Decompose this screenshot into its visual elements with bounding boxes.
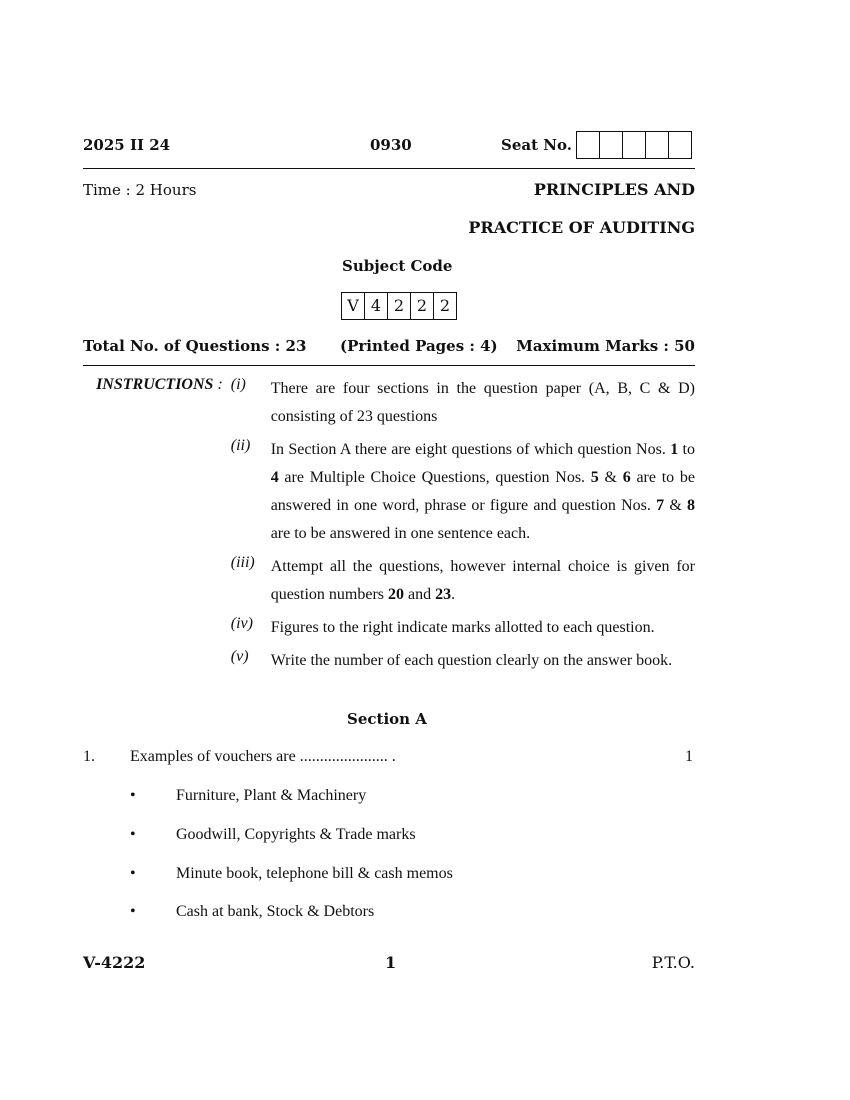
- time-allowed: Time : 2 Hours: [83, 181, 197, 199]
- bullet-icon: •: [130, 865, 136, 882]
- subject-code-label: Subject Code: [342, 257, 453, 275]
- question-marks: 1: [685, 748, 693, 765]
- instructions-label: [83, 553, 231, 609]
- title-line-2: PRACTICE OF AUDITING: [468, 218, 695, 237]
- code-box: 2: [411, 293, 434, 319]
- bullet-icon: •: [130, 787, 136, 804]
- maximum-marks: Maximum Marks : 50: [516, 337, 695, 355]
- question-text: Examples of vouchers are ...................... .: [130, 748, 396, 765]
- subject-code-boxes: [341, 292, 457, 320]
- instruction-number: (v): [230, 648, 249, 665]
- instruction-text: Attempt all the questions, however internal choice is given for question numbers 20 and 23.: [270, 558, 695, 603]
- seat-number-boxes: [576, 131, 692, 159]
- code-box: V: [342, 293, 365, 319]
- instructions-label: [83, 436, 231, 548]
- footer-code: V-4222: [83, 953, 146, 972]
- instruction-item: [83, 375, 695, 431]
- instructions-label: INSTRUCTIONS :: [96, 376, 223, 393]
- option-item: • Goodwill, Copyrights & Trade marks: [130, 826, 416, 843]
- seat-box: [646, 132, 669, 158]
- seat-box: [669, 132, 691, 158]
- instruction-number: (iii): [230, 554, 255, 571]
- instructions-label: [83, 614, 231, 642]
- printed-pages: (Printed Pages : 4): [340, 337, 498, 355]
- code-box: 2: [388, 293, 411, 319]
- instruction-number: (iv): [230, 615, 253, 632]
- code-box: 4: [365, 293, 388, 319]
- seat-box: [577, 132, 600, 158]
- instructions-divider: [83, 365, 695, 366]
- instruction-item: [83, 647, 695, 675]
- instructions-list: [83, 375, 695, 680]
- instruction-item: [83, 614, 695, 642]
- instruction-text: Figures to the right indicate marks allotted to each question.: [270, 619, 655, 636]
- question-number: 1.: [83, 748, 95, 765]
- instruction-text: There are four sections in the question paper (A, B, C & D) consisting of 23 questions: [270, 380, 695, 425]
- paper-code: 0930: [370, 136, 412, 154]
- instruction-number: (ii): [230, 437, 251, 454]
- title-line-1: PRINCIPLES AND: [533, 180, 695, 199]
- bullet-icon: •: [130, 903, 136, 920]
- exam-code: 2025 II 24: [83, 136, 171, 154]
- instruction-number: (i): [230, 376, 246, 393]
- total-questions: Total No. of Questions : 23: [83, 337, 307, 355]
- bullet-icon: •: [130, 826, 136, 843]
- section-title: Section A: [347, 710, 427, 728]
- option-item: • Furniture, Plant & Machinery: [130, 787, 367, 804]
- instructions-label: [83, 647, 231, 675]
- header-divider: [83, 168, 695, 169]
- instruction-text: Write the number of each question clearly on the answer book.: [270, 652, 673, 669]
- instruction-item: [83, 553, 695, 609]
- option-item: • Cash at bank, Stock & Debtors: [130, 903, 375, 920]
- pto: P.T.O.: [651, 953, 695, 972]
- seat-box: [600, 132, 623, 158]
- page-number: 1: [385, 953, 397, 972]
- instruction-item: [83, 436, 695, 548]
- code-box: 2: [439, 296, 451, 315]
- seat-box: [623, 132, 646, 158]
- instruction-text: In Section A there are eight questions of which question Nos. 1 to 4 are Multiple Choice Questions, question Nos. 5 & 6 are to be answered in one word, phrase or figure and question Nos. 7 & 8 are to be answered in one sentence each.: [270, 441, 696, 542]
- option-item: • Minute book, telephone bill & cash memos: [130, 865, 453, 882]
- seat-label: Seat No.: [501, 136, 572, 154]
